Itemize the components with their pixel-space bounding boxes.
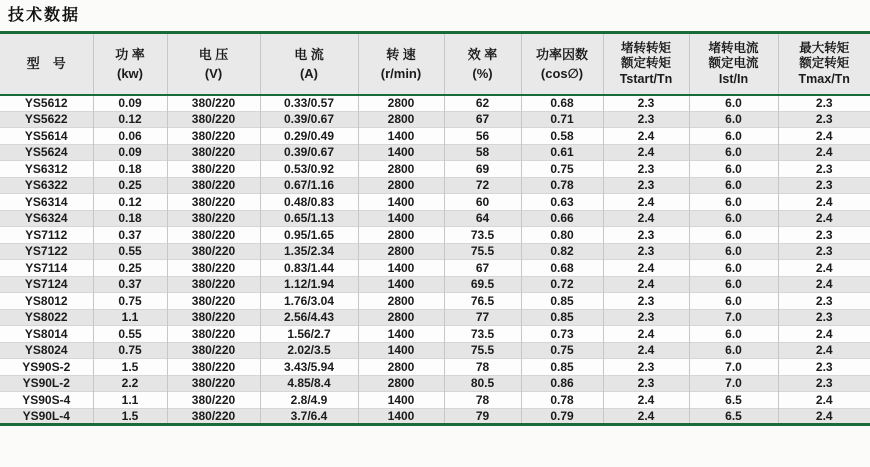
cell-tstart-tn: 2.3 bbox=[603, 95, 689, 112]
cell-tmax-tn: 2.4 bbox=[778, 194, 870, 211]
cell-model: YS5622 bbox=[0, 111, 93, 128]
cell-tstart-tn: 2.4 bbox=[603, 342, 689, 359]
col-header-power-factor bbox=[521, 33, 603, 95]
cell-voltage: 380/220 bbox=[167, 243, 260, 260]
cell-model: YS90L-2 bbox=[0, 375, 93, 392]
col-header-text: (V) bbox=[168, 64, 260, 83]
cell-voltage: 380/220 bbox=[167, 293, 260, 310]
table-row bbox=[0, 375, 870, 392]
table-row bbox=[0, 177, 870, 194]
cell-power: 0.75 bbox=[93, 293, 167, 310]
cell-ist-in: 6.0 bbox=[689, 326, 778, 343]
table-row bbox=[0, 161, 870, 178]
cell-tmax-tn: 2.3 bbox=[778, 161, 870, 178]
col-header-efficiency bbox=[444, 33, 521, 95]
catalog-page bbox=[0, 7, 870, 467]
col-header-tmax-tn bbox=[778, 33, 870, 95]
cell-ist-in: 6.0 bbox=[689, 227, 778, 244]
col-header-text: 型 号 bbox=[0, 54, 93, 73]
cell-voltage: 380/220 bbox=[167, 161, 260, 178]
cell-efficiency: 56 bbox=[444, 128, 521, 145]
cell-voltage: 380/220 bbox=[167, 276, 260, 293]
cell-power: 0.18 bbox=[93, 161, 167, 178]
col-header-text: 功 率 bbox=[94, 45, 167, 64]
cell-power-factor: 0.80 bbox=[521, 227, 603, 244]
cell-tstart-tn: 2.4 bbox=[603, 326, 689, 343]
col-header-text: 电 压 bbox=[168, 45, 260, 64]
cell-model: YS7122 bbox=[0, 243, 93, 260]
col-header-model bbox=[0, 33, 93, 95]
cell-current: 2.8/4.9 bbox=[260, 392, 358, 409]
cell-speed: 2800 bbox=[358, 111, 444, 128]
cell-speed: 1400 bbox=[358, 342, 444, 359]
cell-power-factor: 0.66 bbox=[521, 210, 603, 227]
cell-efficiency: 67 bbox=[444, 260, 521, 277]
cell-tstart-tn: 2.3 bbox=[603, 359, 689, 376]
cell-power: 0.37 bbox=[93, 227, 167, 244]
cell-power-factor: 0.82 bbox=[521, 243, 603, 260]
cell-model: YS6324 bbox=[0, 210, 93, 227]
cell-efficiency: 58 bbox=[444, 144, 521, 161]
cell-voltage: 380/220 bbox=[167, 392, 260, 409]
cell-current: 0.83/1.44 bbox=[260, 260, 358, 277]
cell-ist-in: 6.0 bbox=[689, 293, 778, 310]
cell-tmax-tn: 2.3 bbox=[778, 243, 870, 260]
cell-efficiency: 77 bbox=[444, 309, 521, 326]
cell-ist-in: 6.0 bbox=[689, 111, 778, 128]
cell-model: YS7124 bbox=[0, 276, 93, 293]
cell-ist-in: 6.0 bbox=[689, 243, 778, 260]
col-header-voltage bbox=[167, 33, 260, 95]
cell-tstart-tn: 2.4 bbox=[603, 210, 689, 227]
cell-voltage: 380/220 bbox=[167, 359, 260, 376]
table-row bbox=[0, 326, 870, 343]
col-header-text: Tstart/Tn bbox=[604, 72, 689, 88]
col-header-text: Ist/In bbox=[690, 72, 778, 88]
cell-power-factor: 0.78 bbox=[521, 392, 603, 409]
technical-data-table bbox=[0, 31, 870, 426]
cell-speed: 2800 bbox=[358, 177, 444, 194]
cell-efficiency: 69.5 bbox=[444, 276, 521, 293]
col-header-text: 堵转转矩 bbox=[604, 41, 689, 57]
cell-current: 3.43/5.94 bbox=[260, 359, 358, 376]
cell-tmax-tn: 2.3 bbox=[778, 177, 870, 194]
table-row bbox=[0, 408, 870, 425]
cell-tstart-tn: 2.3 bbox=[603, 227, 689, 244]
cell-tmax-tn: 2.4 bbox=[778, 392, 870, 409]
cell-tstart-tn: 2.4 bbox=[603, 144, 689, 161]
cell-ist-in: 7.0 bbox=[689, 375, 778, 392]
col-header-text: 转 速 bbox=[359, 45, 444, 64]
cell-power-factor: 0.61 bbox=[521, 144, 603, 161]
cell-power-factor: 0.68 bbox=[521, 95, 603, 112]
cell-voltage: 380/220 bbox=[167, 111, 260, 128]
table-row bbox=[0, 392, 870, 409]
cell-ist-in: 6.0 bbox=[689, 128, 778, 145]
cell-current: 0.48/0.83 bbox=[260, 194, 358, 211]
cell-voltage: 380/220 bbox=[167, 408, 260, 425]
cell-power-factor: 0.71 bbox=[521, 111, 603, 128]
cell-voltage: 380/220 bbox=[167, 177, 260, 194]
table-header bbox=[0, 33, 870, 95]
cell-efficiency: 72 bbox=[444, 177, 521, 194]
table-row bbox=[0, 293, 870, 310]
cell-speed: 1400 bbox=[358, 408, 444, 425]
cell-current: 0.67/1.16 bbox=[260, 177, 358, 194]
cell-tmax-tn: 2.4 bbox=[778, 144, 870, 161]
cell-tstart-tn: 2.4 bbox=[603, 408, 689, 425]
cell-model: YS5624 bbox=[0, 144, 93, 161]
table-row bbox=[0, 144, 870, 161]
cell-efficiency: 60 bbox=[444, 194, 521, 211]
cell-tmax-tn: 2.4 bbox=[778, 408, 870, 425]
cell-current: 1.12/1.94 bbox=[260, 276, 358, 293]
cell-voltage: 380/220 bbox=[167, 375, 260, 392]
col-header-text: 最大转矩 bbox=[779, 41, 870, 57]
col-header-power bbox=[93, 33, 167, 95]
col-header-text: (cos∅) bbox=[522, 64, 603, 83]
col-header-tstart-tn bbox=[603, 33, 689, 95]
cell-power-factor: 0.78 bbox=[521, 177, 603, 194]
cell-tmax-tn: 2.3 bbox=[778, 111, 870, 128]
cell-power: 0.09 bbox=[93, 144, 167, 161]
col-header-text: 堵转电流 bbox=[690, 41, 778, 57]
cell-tstart-tn: 2.4 bbox=[603, 392, 689, 409]
cell-voltage: 380/220 bbox=[167, 309, 260, 326]
cell-model: YS5614 bbox=[0, 128, 93, 145]
col-header-text: (kw) bbox=[94, 64, 167, 83]
cell-power-factor: 0.86 bbox=[521, 375, 603, 392]
cell-model: YS8012 bbox=[0, 293, 93, 310]
cell-power: 2.2 bbox=[93, 375, 167, 392]
cell-efficiency: 75.5 bbox=[444, 243, 521, 260]
table-row bbox=[0, 210, 870, 227]
cell-voltage: 380/220 bbox=[167, 342, 260, 359]
cell-current: 0.29/0.49 bbox=[260, 128, 358, 145]
cell-speed: 2800 bbox=[358, 227, 444, 244]
cell-efficiency: 79 bbox=[444, 408, 521, 425]
cell-voltage: 380/220 bbox=[167, 128, 260, 145]
cell-tstart-tn: 2.3 bbox=[603, 293, 689, 310]
cell-tstart-tn: 2.3 bbox=[603, 161, 689, 178]
cell-power: 1.1 bbox=[93, 309, 167, 326]
cell-model: YS8022 bbox=[0, 309, 93, 326]
cell-tstart-tn: 2.4 bbox=[603, 194, 689, 211]
cell-tmax-tn: 2.3 bbox=[778, 95, 870, 112]
cell-current: 1.35/2.34 bbox=[260, 243, 358, 260]
cell-speed: 2800 bbox=[358, 161, 444, 178]
cell-speed: 1400 bbox=[358, 260, 444, 277]
cell-power: 0.18 bbox=[93, 210, 167, 227]
cell-voltage: 380/220 bbox=[167, 227, 260, 244]
cell-current: 0.95/1.65 bbox=[260, 227, 358, 244]
cell-model: YS6322 bbox=[0, 177, 93, 194]
cell-efficiency: 62 bbox=[444, 95, 521, 112]
cell-power: 0.25 bbox=[93, 177, 167, 194]
cell-ist-in: 6.5 bbox=[689, 408, 778, 425]
cell-tmax-tn: 2.4 bbox=[778, 210, 870, 227]
cell-ist-in: 6.0 bbox=[689, 95, 778, 112]
cell-tstart-tn: 2.4 bbox=[603, 276, 689, 293]
cell-ist-in: 6.5 bbox=[689, 392, 778, 409]
table-row bbox=[0, 128, 870, 145]
cell-tmax-tn: 2.3 bbox=[778, 359, 870, 376]
cell-speed: 1400 bbox=[358, 144, 444, 161]
cell-tmax-tn: 2.3 bbox=[778, 227, 870, 244]
table-row bbox=[0, 309, 870, 326]
cell-current: 0.39/0.67 bbox=[260, 144, 358, 161]
cell-power: 0.06 bbox=[93, 128, 167, 145]
cell-power: 0.12 bbox=[93, 111, 167, 128]
cell-speed: 2800 bbox=[358, 95, 444, 112]
cell-speed: 1400 bbox=[358, 194, 444, 211]
cell-current: 0.39/0.67 bbox=[260, 111, 358, 128]
cell-speed: 1400 bbox=[358, 210, 444, 227]
cell-tmax-tn: 2.4 bbox=[778, 326, 870, 343]
cell-speed: 2800 bbox=[358, 243, 444, 260]
col-header-text: 额定转矩 bbox=[604, 56, 689, 72]
cell-ist-in: 6.0 bbox=[689, 144, 778, 161]
cell-power: 0.37 bbox=[93, 276, 167, 293]
cell-speed: 1400 bbox=[358, 326, 444, 343]
cell-efficiency: 76.5 bbox=[444, 293, 521, 310]
table-row bbox=[0, 342, 870, 359]
cell-tstart-tn: 2.3 bbox=[603, 375, 689, 392]
cell-current: 0.33/0.57 bbox=[260, 95, 358, 112]
col-header-speed bbox=[358, 33, 444, 95]
cell-power: 0.09 bbox=[93, 95, 167, 112]
cell-tmax-tn: 2.3 bbox=[778, 293, 870, 310]
cell-power: 1.5 bbox=[93, 408, 167, 425]
cell-model: YS90S-2 bbox=[0, 359, 93, 376]
cell-voltage: 380/220 bbox=[167, 194, 260, 211]
cell-speed: 1400 bbox=[358, 392, 444, 409]
cell-model: YS5612 bbox=[0, 95, 93, 112]
cell-tmax-tn: 2.3 bbox=[778, 375, 870, 392]
cell-current: 2.02/3.5 bbox=[260, 342, 358, 359]
cell-model: YS8024 bbox=[0, 342, 93, 359]
cell-voltage: 380/220 bbox=[167, 144, 260, 161]
cell-speed: 2800 bbox=[358, 293, 444, 310]
table-header-row bbox=[0, 33, 870, 95]
cell-efficiency: 69 bbox=[444, 161, 521, 178]
col-header-text: (r/min) bbox=[359, 64, 444, 83]
table-row bbox=[0, 111, 870, 128]
cell-efficiency: 78 bbox=[444, 359, 521, 376]
cell-tstart-tn: 2.3 bbox=[603, 111, 689, 128]
table-row bbox=[0, 243, 870, 260]
cell-ist-in: 6.0 bbox=[689, 276, 778, 293]
table-row bbox=[0, 276, 870, 293]
cell-ist-in: 6.0 bbox=[689, 177, 778, 194]
cell-efficiency: 78 bbox=[444, 392, 521, 409]
cell-voltage: 380/220 bbox=[167, 95, 260, 112]
cell-ist-in: 6.0 bbox=[689, 342, 778, 359]
cell-power: 0.75 bbox=[93, 342, 167, 359]
col-header-text: Tmax/Tn bbox=[779, 72, 870, 88]
cell-power-factor: 0.73 bbox=[521, 326, 603, 343]
col-header-current bbox=[260, 33, 358, 95]
cell-ist-in: 6.0 bbox=[689, 210, 778, 227]
page-title: 技术数据 bbox=[8, 7, 870, 25]
col-header-text: 效 率 bbox=[445, 45, 521, 64]
cell-power: 1.5 bbox=[93, 359, 167, 376]
col-header-text: (A) bbox=[261, 64, 358, 83]
cell-model: YS6314 bbox=[0, 194, 93, 211]
col-header-text: 额定转矩 bbox=[779, 56, 870, 72]
cell-model: YS7114 bbox=[0, 260, 93, 277]
cell-tstart-tn: 2.4 bbox=[603, 260, 689, 277]
cell-speed: 2800 bbox=[358, 309, 444, 326]
cell-voltage: 380/220 bbox=[167, 326, 260, 343]
col-header-ist-in bbox=[689, 33, 778, 95]
cell-current: 2.56/4.43 bbox=[260, 309, 358, 326]
cell-ist-in: 6.0 bbox=[689, 194, 778, 211]
cell-efficiency: 73.5 bbox=[444, 227, 521, 244]
cell-model: YS90S-4 bbox=[0, 392, 93, 409]
cell-power-factor: 0.75 bbox=[521, 342, 603, 359]
cell-power: 0.25 bbox=[93, 260, 167, 277]
cell-power-factor: 0.85 bbox=[521, 309, 603, 326]
table-row bbox=[0, 260, 870, 277]
cell-tmax-tn: 2.4 bbox=[778, 260, 870, 277]
cell-tstart-tn: 2.3 bbox=[603, 177, 689, 194]
cell-current: 0.53/0.92 bbox=[260, 161, 358, 178]
cell-tmax-tn: 2.4 bbox=[778, 276, 870, 293]
table-row bbox=[0, 359, 870, 376]
cell-speed: 1400 bbox=[358, 128, 444, 145]
cell-ist-in: 6.0 bbox=[689, 260, 778, 277]
cell-speed: 2800 bbox=[358, 375, 444, 392]
cell-efficiency: 75.5 bbox=[444, 342, 521, 359]
cell-voltage: 380/220 bbox=[167, 210, 260, 227]
cell-efficiency: 64 bbox=[444, 210, 521, 227]
cell-tmax-tn: 2.4 bbox=[778, 342, 870, 359]
cell-current: 3.7/6.4 bbox=[260, 408, 358, 425]
cell-efficiency: 73.5 bbox=[444, 326, 521, 343]
cell-tstart-tn: 2.3 bbox=[603, 243, 689, 260]
table-row bbox=[0, 194, 870, 211]
cell-power-factor: 0.85 bbox=[521, 293, 603, 310]
cell-model: YS6312 bbox=[0, 161, 93, 178]
cell-model: YS8014 bbox=[0, 326, 93, 343]
cell-voltage: 380/220 bbox=[167, 260, 260, 277]
cell-power-factor: 0.79 bbox=[521, 408, 603, 425]
cell-tmax-tn: 2.3 bbox=[778, 309, 870, 326]
cell-speed: 1400 bbox=[358, 276, 444, 293]
cell-tstart-tn: 2.3 bbox=[603, 309, 689, 326]
cell-speed: 2800 bbox=[358, 359, 444, 376]
cell-power: 0.12 bbox=[93, 194, 167, 211]
cell-current: 1.56/2.7 bbox=[260, 326, 358, 343]
cell-power: 0.55 bbox=[93, 243, 167, 260]
cell-power-factor: 0.63 bbox=[521, 194, 603, 211]
cell-power-factor: 0.72 bbox=[521, 276, 603, 293]
col-header-text: 电 流 bbox=[261, 45, 358, 64]
cell-tstart-tn: 2.4 bbox=[603, 128, 689, 145]
cell-model: YS90L-4 bbox=[0, 408, 93, 425]
cell-power-factor: 0.58 bbox=[521, 128, 603, 145]
cell-power: 0.55 bbox=[93, 326, 167, 343]
cell-power-factor: 0.68 bbox=[521, 260, 603, 277]
cell-power: 1.1 bbox=[93, 392, 167, 409]
table-row bbox=[0, 95, 870, 112]
cell-ist-in: 6.0 bbox=[689, 161, 778, 178]
col-header-text: (%) bbox=[445, 64, 521, 83]
col-header-text: 功率因数 bbox=[522, 45, 603, 64]
cell-power-factor: 0.75 bbox=[521, 161, 603, 178]
table-row bbox=[0, 227, 870, 244]
table-body bbox=[0, 95, 870, 425]
cell-current: 1.76/3.04 bbox=[260, 293, 358, 310]
cell-efficiency: 67 bbox=[444, 111, 521, 128]
cell-model: YS7112 bbox=[0, 227, 93, 244]
cell-tmax-tn: 2.4 bbox=[778, 128, 870, 145]
cell-power-factor: 0.85 bbox=[521, 359, 603, 376]
cell-efficiency: 80.5 bbox=[444, 375, 521, 392]
cell-ist-in: 7.0 bbox=[689, 309, 778, 326]
cell-current: 4.85/8.4 bbox=[260, 375, 358, 392]
cell-ist-in: 7.0 bbox=[689, 359, 778, 376]
cell-current: 0.65/1.13 bbox=[260, 210, 358, 227]
col-header-text: 额定电流 bbox=[690, 56, 778, 72]
